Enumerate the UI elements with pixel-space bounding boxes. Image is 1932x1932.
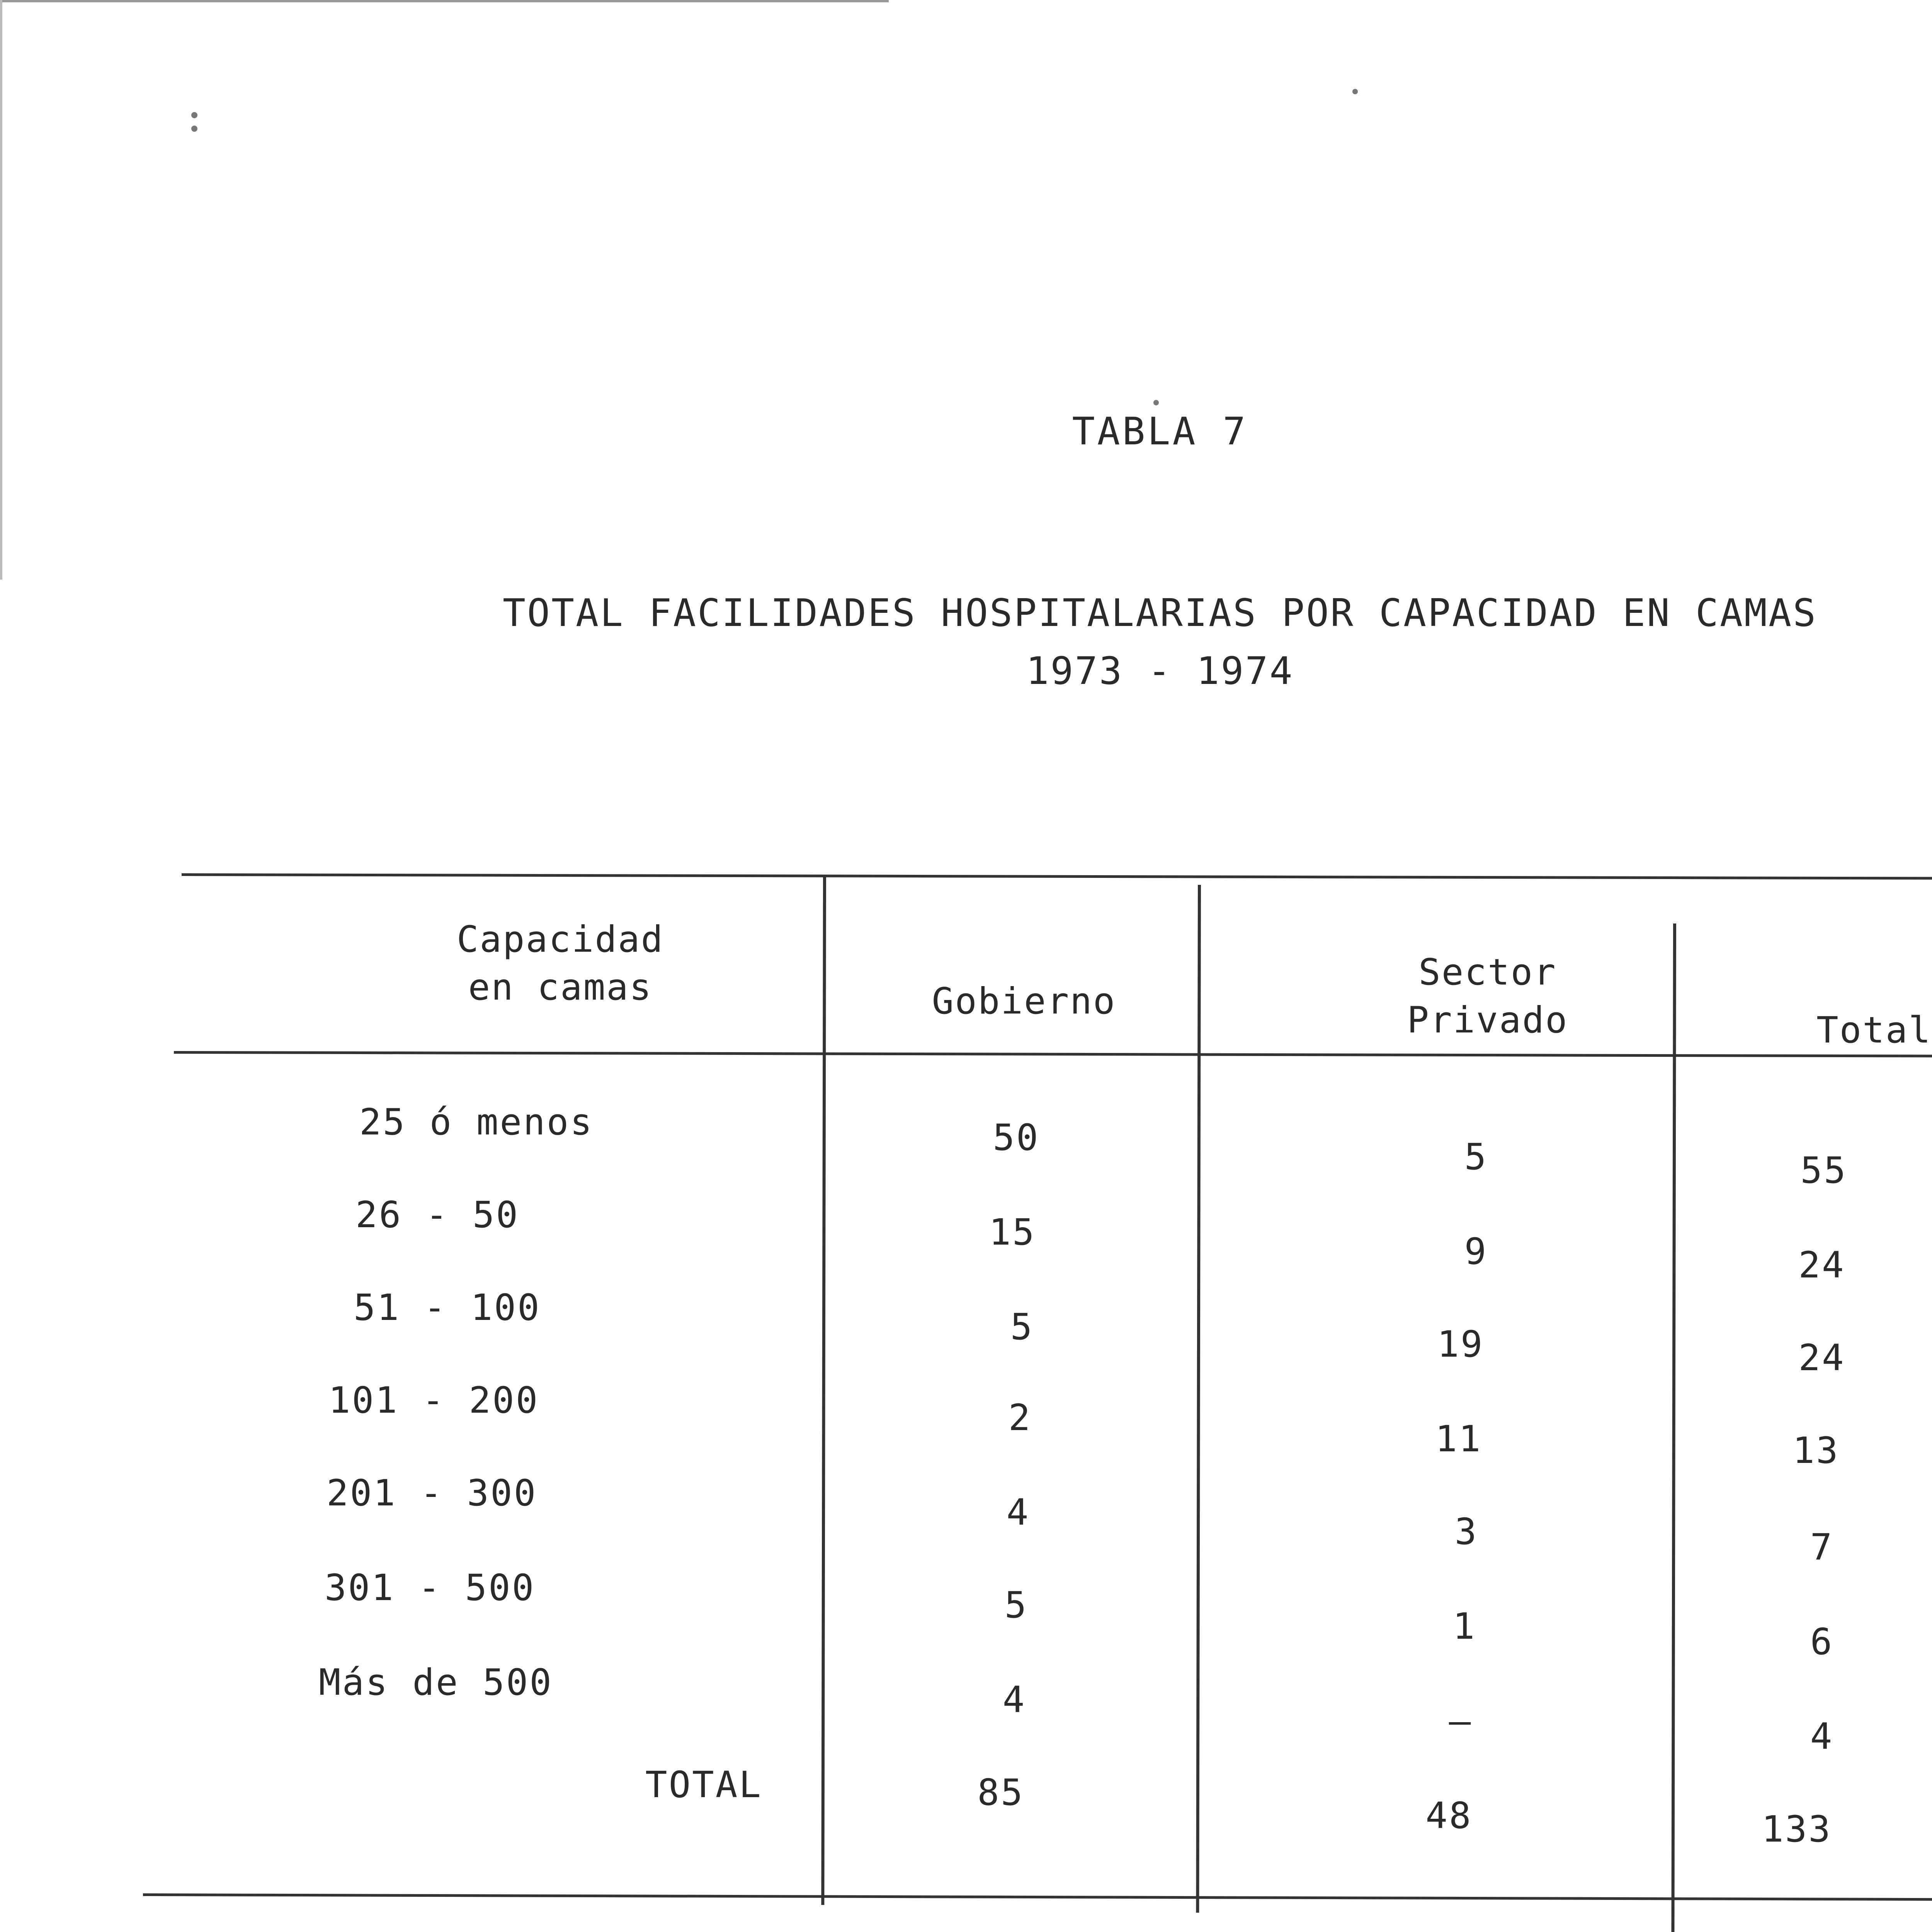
private-value: 9: [1464, 1231, 1488, 1273]
table-period: 1973 - 1974: [1026, 649, 1294, 693]
government-value: 5: [1004, 1584, 1028, 1626]
header-capacity-line-1: Capacidad: [456, 918, 664, 961]
private-total: 48: [1425, 1795, 1473, 1837]
row-label: 25 ó menos: [359, 1101, 594, 1143]
column-divider-3: [1671, 923, 1676, 1932]
scan-speck: [1352, 89, 1358, 94]
row-label: 201 - 300: [327, 1472, 537, 1514]
row-label: 301 - 500: [325, 1567, 536, 1609]
header-government: Gobierno: [932, 980, 1116, 1022]
total-value: 7: [1810, 1526, 1834, 1568]
header-bottom-rule: [174, 1051, 1932, 1058]
scan-speck: [1153, 400, 1159, 405]
scan-speck: [191, 126, 197, 132]
scan-speck: [191, 112, 197, 118]
header-capacity: [367, 916, 753, 1012]
private-value: 1: [1452, 1605, 1476, 1648]
government-value: 2: [1008, 1397, 1032, 1439]
total-value: 4: [1810, 1716, 1834, 1758]
private-value: 5: [1464, 1136, 1488, 1178]
total-value: 6: [1810, 1621, 1834, 1663]
government-value: 5: [1010, 1306, 1034, 1348]
total-value: 13: [1793, 1430, 1840, 1472]
header-private-line-1: Sector: [1418, 951, 1557, 993]
government-value: 50: [993, 1117, 1040, 1159]
header-private: [1314, 949, 1662, 1044]
government-total: 85: [977, 1772, 1024, 1814]
header-total: Total: [1816, 1009, 1932, 1051]
column-divider-2: [1196, 885, 1201, 1913]
government-value: 4: [1006, 1492, 1030, 1534]
row-label: Más de 500: [319, 1662, 553, 1704]
table-top-rule: [182, 873, 1932, 880]
row-label: 26 - 50: [355, 1194, 520, 1236]
private-value: 3: [1454, 1511, 1478, 1553]
scan-left-edge: [0, 0, 2, 580]
table-bottom-rule: [143, 1893, 1932, 1901]
government-value: 15: [989, 1211, 1036, 1253]
grand-total: 133: [1762, 1808, 1832, 1850]
private-value: 11: [1435, 1418, 1482, 1460]
government-value: 4: [1002, 1679, 1026, 1721]
total-value: 55: [1800, 1150, 1847, 1192]
private-value: –: [1449, 1700, 1473, 1742]
totals-label: TOTAL: [645, 1764, 762, 1806]
header-capacity-line-2: en camas: [468, 966, 653, 1009]
row-label: 101 - 200: [328, 1379, 539, 1422]
column-divider-1: [821, 877, 826, 1905]
header-private-line-2: Privado: [1407, 999, 1568, 1041]
table-title: TOTAL FACILIDADES HOSPITALARIAS POR CAPACIDAD EN CAMAS: [502, 591, 1818, 635]
private-value: 19: [1437, 1323, 1484, 1366]
row-label: 51 - 100: [354, 1287, 541, 1329]
total-value: 24: [1798, 1244, 1845, 1286]
table-label: TABLA 7: [1072, 410, 1248, 454]
total-value: 24: [1798, 1337, 1845, 1379]
scan-top-edge: [0, 0, 889, 2]
